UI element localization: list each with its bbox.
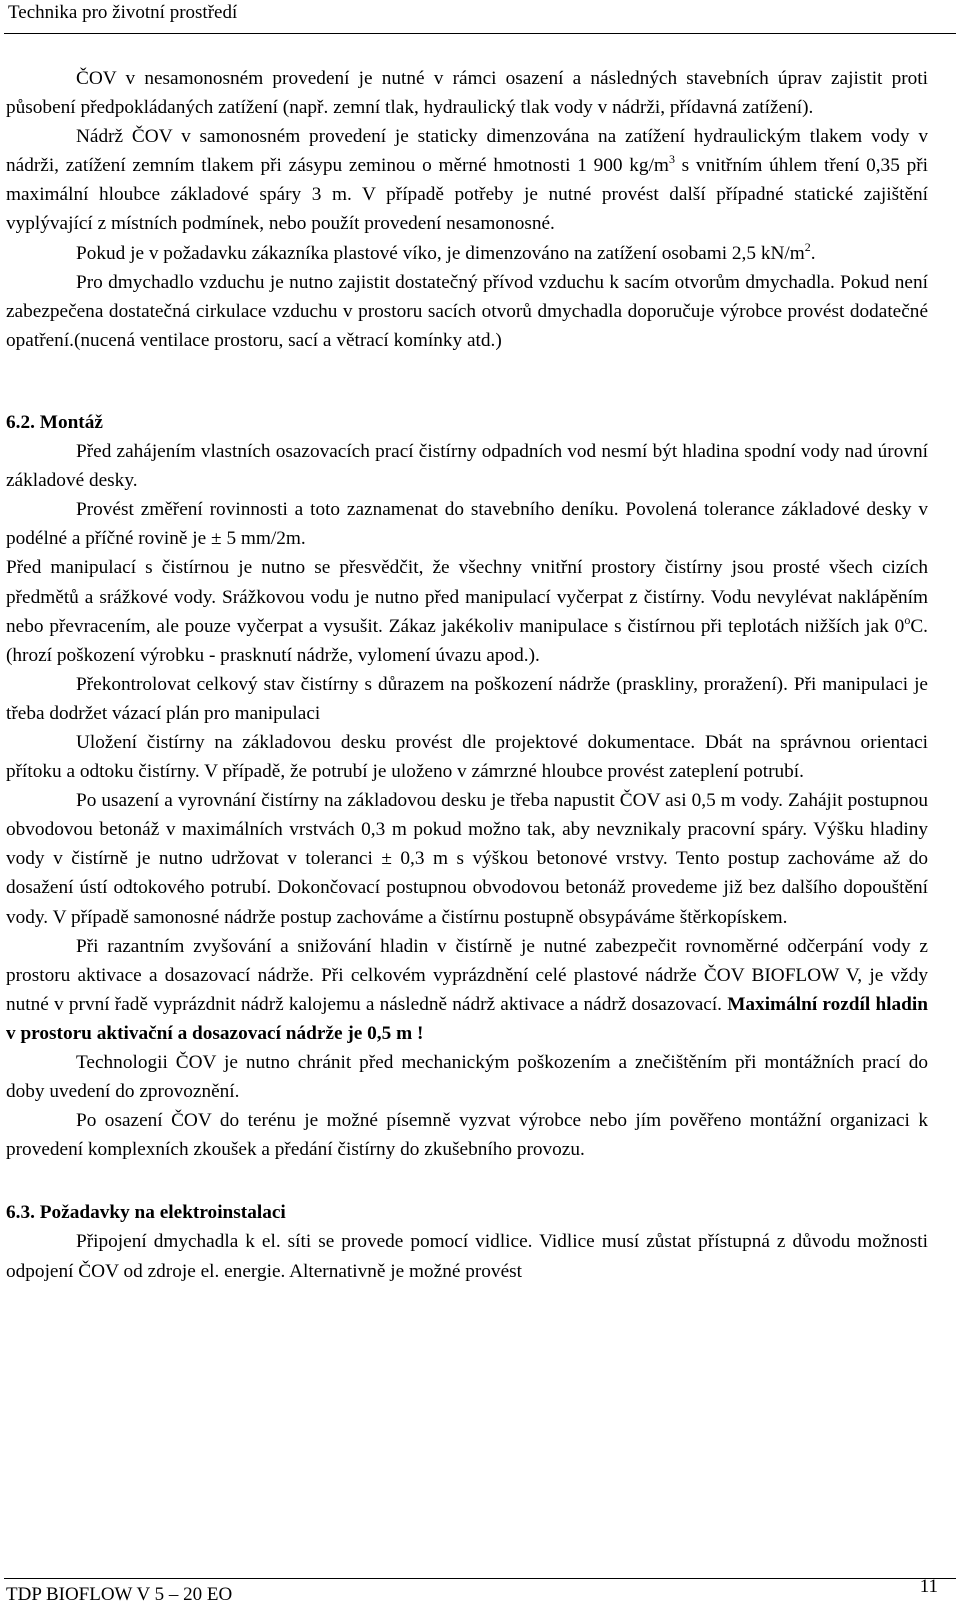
paragraph: Po usazení a vyrovnání čistírny na základovou desku je třeba napustit ČOV asi 0,5 m vody. Zahájit postupnou obvodovou betonáž v maximálních vrstvách 0,3 m pokud možno tak, aby nevznikaly pracovní spáry. Výšku hladiny vody v čistírně je nutno udržovat v toleranci ± 0,3 m s výškou betonové vrstvy. Tento postup zachováme až do dosažení ústí odtokového potrubí. Dokončovací postupnou obvodovou betonáž provedeme již bez dalšího dopouštění vody. V případě samonosné nádrže postup zachováme a čistírnu postupně obsypáváme štěrkopískem.	[6, 790, 928, 928]
paragraph: Pokud je v požadavku zákazníka plastové víko, je dimenzováno na zatížení osobami 2,5 $kN/m^2$.	[76, 239, 816, 264]
paragraph: Připojení dmychadla k el. síti se provede pomocí vidlice. Vidlice musí zůstat přístupná z důvodu možnosti odpojení ČOV od zdroje el. energie. Alternativně je možné provést	[6, 1231, 928, 1282]
section-heading-elektroinstalace: 6.3. Požadavky na elektroinstalaci	[6, 1202, 286, 1224]
paragraph: Nádrž ČOV v samonosném provedení je staticky dimenzována na zatížení hydraulickým tlakem vody v nádrži, zatížení zemním tlakem při zásypu zeminou o měrné hmotnosti 1 900 $kg/m^3$ s vnitřním úhlem tření 0,35 při maximální hloubce základové spáry 3 m. V případě potřeby je nutné provést další případné statické zajištění vyplývající z místních podmínek, nebo použít provedení nesamonosné.	[6, 126, 928, 235]
paragraph: Technologii ČOV je nutno chránit před mechanickým poškozením a znečištěním při montážních prací do doby uvedení do zprovoznění.	[6, 1052, 928, 1103]
header-divider	[4, 33, 956, 34]
section-heading-montaz: 6.2. Montáž	[6, 411, 103, 433]
footer-document-id: TDP BIOFLOW V 5 – 20 EO	[6, 1584, 233, 1605]
paragraph: Překontrolovat celkový stav čistírny s důrazem na poškození nádrže (praskliny, proražení). Při manipulaci je třeba dodržet vázací plán pro manipulaci	[6, 673, 928, 724]
paragraph: Uložení čistírny na základovou desku provést dle projektové dokumentace. Dbát na správnou orientaci přítoku a odtoku čistírny. V případě, že potrubí je uloženo v zámrzné hloubce provést zateplení potrubí.	[6, 731, 928, 783]
paragraph: ČOV v nesamonosném provedení je nutné v rámci osazení a následných stavebních úprav zajistit proti působení předpokládaných zatížení (např. zemní tlak, hydraulický tlak vody v nádrži, přídavná zatížení).	[6, 68, 928, 119]
paragraph: Před zahájením vlastních osazovacích prací čistírny odpadních vod nesmí být hladina spodní vody nad úrovní základové desky.	[6, 441, 928, 492]
paragraph: Při razantním zvyšování a snižování hladin v čistírně je nutné zabezpečit rovnoměrné odčerpání vody z prostoru aktivace a dosazovací nádrže. Při celkovém vyprázdnění celé plastové nádrže ČOV BIOFLOW V, je vždy nutné v první řadě vyprázdnit nádrž kalojemu a následně nádrž aktivace a nádrž dosazovací. Maximální rozdíl hladin v prostoru aktivační a dosazovací nádrže je 0,5 m !	[6, 935, 928, 1044]
page-header-title: Technika pro životní prostředí	[8, 2, 238, 23]
document-body	[6, 64, 928, 1286]
footer-divider	[4, 1578, 956, 1579]
bold-warning: Maximální rozdíl hladin v prostoru aktivační a dosazovací nádrže je 0,5 m !	[6, 993, 928, 1044]
paragraph: Před manipulací s čistírnou je nutno se přesvědčit, že všechny vnitřní prostory čistírny jsou prosté všech cizích předmětů a srážkové vody. Srážkovou vodu je nutno před manipulací vyčerpat z čistírny. Vodu nevylévat naklápěním nebo převracením, ale pouze vyčerpat a vysušit. Zákaz jakékoliv manipulace s čistírnou při teplotách nižších jak 0$^o$C. (hrozí poškození výrobku - prasknutí nádrže, vylomení úvazu apod.).	[6, 557, 928, 666]
paragraph: Pro dmychadlo vzduchu je nutno zajistit dostatečný přívod vzduchu k sacím otvorům dmychadla. Pokud není zabezpečena dostatečná cirkulace vzduchu v prostoru sacích otvorů dmychadla doporučuje výrobce provést dodatečné opatření.(nucená ventilace prostoru, sací a větrací komínky atd.)	[6, 271, 928, 351]
paragraph: Provést změření rovinnosti a toto zaznamenat do stavebního deníku. Povolená tolerance základové desky v podélné a příčné rovině je ± 5 mm/2m.	[6, 499, 928, 550]
page-number: 11	[919, 1576, 938, 1597]
paragraph: Po osazení ČOV do terénu je možné písemně vyzvat výrobce nebo jím pověřeno montážní organizaci k provedení komplexních zkoušek a předání čistírny do zkušebního provozu.	[6, 1110, 928, 1161]
